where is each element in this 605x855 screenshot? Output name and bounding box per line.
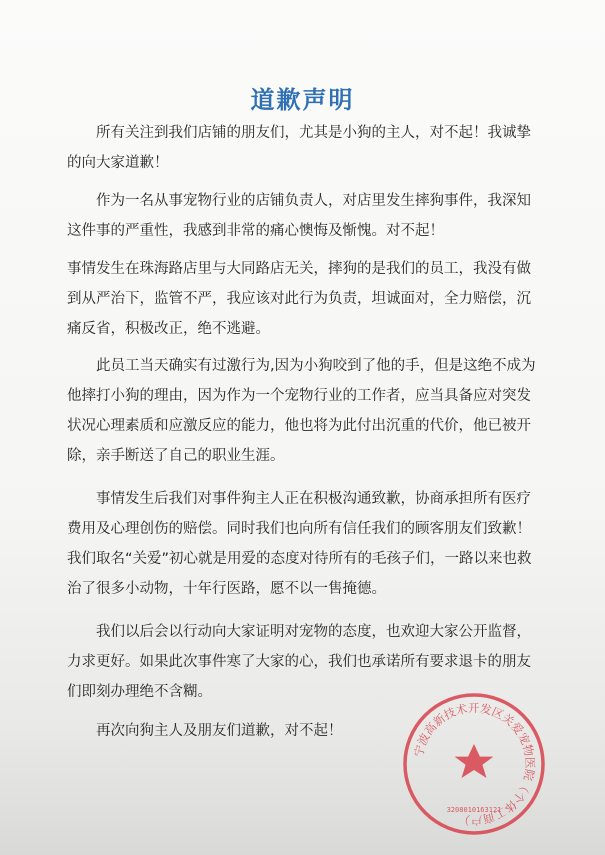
paragraph-1: 所有关注到我们店铺的朋友们，尤其是小狗的主人，对不起！我诚挚的向大家道歉！ [67, 125, 531, 171]
paragraph-4: 此员工当天确实有过激行为,因为小狗咬到了他的手，但是这绝不成为他摔打小狗的理由，因为作为一个宠物行业的工作者，应当具备应对突发状况心理素质和应激反应的能力，他也将为此付出沉重的代价，他已被开除，亲手断送了自己的职业生涯。 [67, 358, 536, 464]
seal-star-icon [455, 744, 494, 778]
paragraph-7: 再次向狗主人及朋友们道歉，对不起！ [96, 723, 343, 739]
seal-arc-text: 宁波高新技术开发区关爱宠物医院（个体工商户） [411, 700, 538, 828]
paragraph-6: 我们以后会以行动向大家证明对宠物的态度，也欢迎大家公开监督，力求更好。如果此次事件寒了大家的心，我们也承诺所有要求退卡的朋友们即刻办理绝不含糊。 [67, 624, 531, 700]
document-title: 道歉声明 [250, 86, 355, 114]
seal-code: 3208010163121 [446, 806, 502, 814]
official-seal-stamp [400, 690, 548, 838]
paragraph-3: 事情发生在珠海路店里与大同路店无关，摔狗的是我们的员工，我没有做到从严治下，监管不严，我应该对此行为负责，坦诚面对，全力赔偿，沉痛反省，积极改正，绝不逃避。 [67, 261, 531, 337]
paragraph-2: 作为一名从事宠物行业的店铺负责人，对店里发生摔狗事件，我深知这件事的严重性，我感到非常的痛心懊悔及惭愧。对不起！ [67, 193, 531, 239]
paragraph-5: 事情发生后我们对事件狗主人正在积极沟通致歉，协商承担所有医疗费用及心理创伤的赔偿。同时我们也向所有信任我们的顾客朋友们致歉！我们取名“关爱”初心就是用爱的态度对待所有的毛孩子们，一路以来也救治了很多小动物，十年行医路，愿不以一售掩德。 [67, 491, 532, 597]
